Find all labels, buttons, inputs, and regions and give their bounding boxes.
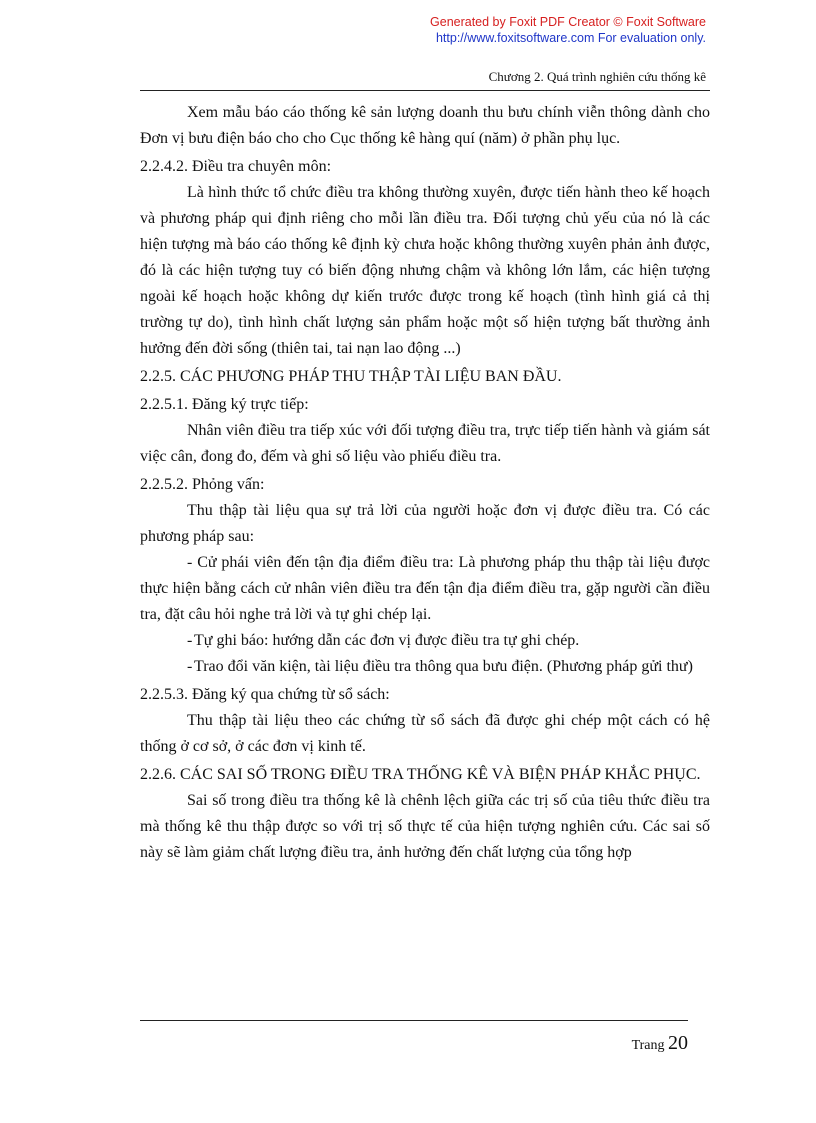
chapter-header: Chương 2. Quá trình nghiên cứu thống kê [488,69,706,84]
bullet-text: Tự ghi báo: hướng dẫn các đơn vị được điều tra tự ghi chép. [194,632,580,649]
bullet-dash: - [187,658,193,675]
paragraph-interview: Thu thập tài liệu qua sự trả lời của người hoặc đơn vị được điều tra. Có các phương pháp sau: [140,502,710,545]
watermark-line-2: http://www.foxitsoftware.com For evaluation only. [435,31,706,45]
heading-2-2-5: 2.2.5. CÁC PHƯƠNG PHÁP THU THẬP TÀI LIỆU BAN ĐẦU. [140,368,562,385]
heading-2-2-5-2: 2.2.5.2. Phỏng vấn: [140,476,265,493]
heading-2-2-4-2: 2.2.4.2. Điều tra chuyên môn: [140,158,332,175]
page-body [140,100,710,866]
page-label: Trang [631,1038,665,1053]
page-number: 20 [668,1032,688,1054]
paragraph-report-sample: Xem mẫu báo cáo thống kê sản lượng doanh thu bưu chính viễn thông dành cho Đơn vị bưu điện báo cho cho Cục thống kê hàng quí (năm) ở phần phụ lục. [140,104,710,147]
bullet-dash: - [187,632,193,649]
page-footer [632,1032,688,1055]
paragraph-field-agent: - Cử phái viên đến tận địa điểm điều tra: Là phương pháp thu thập tài liệu được thực hiện bằng cách cử nhân viên điều tra đến tận địa điểm điều tra, gặp người cần điều tra, đặt câu hỏi nghe trả lời và tự ghi chép lại. [140,554,710,623]
heading-2-2-6: 2.2.6. CÁC SAI SỐ TRONG ĐIỀU TRA THỐNG KÊ VÀ BIỆN PHÁP KHẮC PHỤC. [140,766,701,783]
heading-2-2-5-3: 2.2.5.3. Đăng ký qua chứng từ sổ sách: [140,686,390,703]
header-rule [140,90,710,91]
bullet-item-mail-exchange [140,654,710,680]
watermark-line-1: Generated by Foxit PDF Creator © Foxit Software [430,15,706,29]
paragraph-special-survey: Là hình thức tổ chức điều tra không thường xuyên, được tiến hành theo kế hoạch và phương pháp qui định riêng cho mỗi lần điều tra. Đối tượng chủ yếu của nó là các hiện tượng mà báo cáo thống kê định kỳ chưa hoặc không thường xuyên phản ảnh được, đó là các hiện tượng tuy có biến động nhưng chậm và không lớn lắm, các hiện tượng ngoài kế hoạch hoặc không dự kiến trước được trong kế hoạch (tình hình giá cả thị trường tự do), tình hình chất lượng sản phẩm hoặc một số hiện tượng bất thường ảnh hưởng đến đời sống (thiên tai, tai nạn lao động ...) [140,184,710,357]
footer-rule [140,1020,688,1021]
paragraph-document-registration: Thu thập tài liệu theo các chứng từ sổ sách đã được ghi chép một cách có hệ thống ở cơ sở, ở các đơn vị kinh tế. [140,712,710,755]
paragraph-direct-registration: Nhân viên điều tra tiếp xúc với đối tượng điều tra, trực tiếp tiến hành và giám sát việc cân, đong đo, đếm và ghi số liệu vào phiếu điều tra. [140,422,710,465]
bullet-item-self-report [140,628,710,654]
bullet-text: Trao đổi văn kiện, tài liệu điều tra thông qua bưu điện. (Phương pháp gửi thư) [194,658,693,675]
paragraph-survey-errors: Sai số trong điều tra thống kê là chênh lệch giữa các trị số của tiêu thức điều tra mà thống kê thu thập được so với trị số thực tế của hiện tượng nghiên cứu. Các sai số này sẽ làm giảm chất lượng điều tra, ảnh hưởng đến chất lượng của tổng hợp [140,792,710,861]
heading-2-2-5-1: 2.2.5.1. Đăng ký trực tiếp: [140,396,309,413]
